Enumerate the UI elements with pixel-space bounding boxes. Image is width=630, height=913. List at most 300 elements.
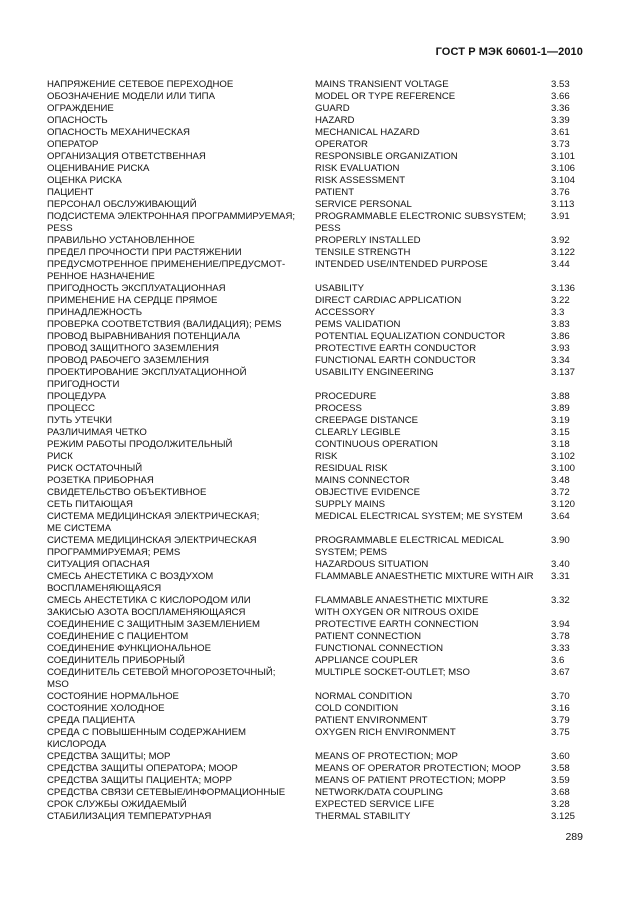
term-english-line: NETWORK/DATA COUPLING (315, 787, 444, 798)
term-russian-line: СИТУАЦИЯ ОПАСНАЯ (47, 559, 150, 570)
term-row (47, 367, 587, 391)
term-reference: 3.58 (551, 763, 570, 774)
term-row (47, 811, 587, 823)
term-row (47, 211, 587, 235)
term-row (47, 319, 587, 331)
term-reference: 3.61 (551, 127, 570, 138)
term-russian (47, 703, 315, 715)
term-row (47, 415, 587, 427)
term-russian (47, 427, 315, 439)
term-reference: 3.125 (551, 811, 576, 822)
term-english-line: CLEARLY LEGIBLE (315, 427, 401, 438)
term-english (315, 391, 551, 403)
term-russian-line: ЗАКИСЬЮ АЗОТА ВОСПЛАМЕНЯЮЩАЯСЯ (47, 607, 246, 618)
term-russian (47, 139, 315, 151)
term-english-line: USABILITY ENGINEERING (315, 367, 434, 378)
term-english-line: EXPECTED SERVICE LIFE (315, 799, 435, 810)
term-russian (47, 655, 315, 667)
term-english-line: PROCEDURE (315, 391, 377, 402)
term-english (315, 403, 551, 415)
term-row (47, 115, 587, 127)
term-russian (47, 439, 315, 451)
term-row (47, 103, 587, 115)
term-english (315, 151, 551, 163)
term-russian (47, 247, 315, 259)
term-russian-line: ПРОВЕРКА СООТВЕТСТВИЯ (ВАЛИДАЦИЯ); PEMS (47, 319, 282, 330)
term-russian (47, 283, 315, 295)
term-english (315, 559, 551, 571)
term-russian (47, 595, 315, 619)
term-row (47, 751, 587, 763)
term-russian (47, 763, 315, 775)
term-row (47, 535, 587, 559)
term-english-line: MEDICAL ELECTRICAL SYSTEM; ME SYSTEM (315, 511, 523, 522)
term-row (47, 259, 587, 283)
term-reference: 3.39 (551, 115, 570, 126)
term-english (315, 319, 551, 331)
term-english (315, 259, 551, 283)
term-russian-line: РЕННОЕ НАЗНАЧЕНИЕ (47, 271, 155, 282)
page-number: 289 (565, 831, 583, 843)
term-english (315, 247, 551, 259)
term-reference: 3.40 (551, 559, 570, 570)
term-russian-line: РЕЖИМ РАБОТЫ ПРОДОЛЖИТЕЛЬНЫЙ (47, 439, 233, 450)
term-russian-line: НАПРЯЖЕНИЕ СЕТЕВОЕ ПЕРЕХОДНОЕ (47, 79, 234, 90)
term-english (315, 763, 551, 775)
term-russian (47, 367, 315, 391)
term-russian-line: СРЕДСТВА ЗАЩИТЫ ОПЕРАТОРА; MOOP (47, 763, 238, 774)
term-russian-line: СРЕДА ПАЦИЕНТА (47, 715, 135, 726)
term-english (315, 787, 551, 799)
document-header: ГОСТ Р МЭК 60601-1—2010 (435, 46, 583, 58)
term-russian-line: ОПАСНОСТЬ (47, 115, 108, 126)
term-english (315, 619, 551, 631)
term-english (315, 235, 551, 247)
term-english (315, 799, 551, 811)
term-russian (47, 79, 315, 91)
term-russian (47, 535, 315, 559)
term-russian (47, 403, 315, 415)
term-russian-line: ПРИМЕНЕНИЕ НА СЕРДЦЕ ПРЯМОЕ (47, 295, 218, 306)
term-russian (47, 691, 315, 703)
term-russian-line: СРЕДА С ПОВЫШЕННЫМ СОДЕРЖАНИЕМ (47, 727, 246, 738)
term-russian-line: ПРОГРАММИРУЕМАЯ; PEMS (47, 547, 181, 558)
term-row (47, 79, 587, 91)
term-english (315, 355, 551, 367)
term-row (47, 499, 587, 511)
term-russian-line: ПРОЦЕДУРА (47, 391, 106, 402)
term-russian-line: РОЗЕТКА ПРИБОРНАЯ (47, 475, 154, 486)
term-row (47, 343, 587, 355)
term-reference: 3.28 (551, 799, 570, 810)
term-english-line: FLAMMABLE ANAESTHETIC MIXTURE (315, 595, 489, 606)
term-russian (47, 307, 315, 319)
term-english-line: OXYGEN RICH ENVIRONMENT (315, 727, 456, 738)
term-reference: 3.33 (551, 643, 570, 654)
term-row (47, 475, 587, 487)
term-english-line: DIRECT CARDIAC APPLICATION (315, 295, 462, 306)
term-row (47, 559, 587, 571)
term-english (315, 775, 551, 787)
term-reference: 3.36 (551, 103, 570, 114)
term-row (47, 775, 587, 787)
term-russian-line: СОЕДИНИТЕЛЬ СЕТЕВОЙ МНОГОРОЗЕТОЧНЫЙ; (47, 667, 276, 678)
term-russian-line: PESS (47, 223, 73, 234)
term-row (47, 139, 587, 151)
term-russian (47, 463, 315, 475)
term-english-line: PEMS VALIDATION (315, 319, 401, 330)
term-reference: 3.3 (551, 307, 565, 318)
term-reference: 3.79 (551, 715, 570, 726)
term-row (47, 295, 587, 307)
term-english (315, 307, 551, 319)
term-row (47, 247, 587, 259)
term-reference: 3.113 (551, 199, 575, 210)
term-english-line: MAINS TRANSIENT VOLTAGE (315, 79, 449, 90)
term-english-line: RISK ASSESSMENT (315, 175, 406, 186)
term-russian-line: СРЕДСТВА ЗАЩИТЫ ПАЦИЕНТА; MOPP (47, 775, 233, 786)
term-row (47, 451, 587, 463)
term-russian-line: РИСК ОСТАТОЧНЫЙ (47, 463, 143, 474)
term-reference: 3.73 (551, 139, 570, 150)
term-row (47, 391, 587, 403)
term-row (47, 187, 587, 199)
term-english-line: OBJECTIVE EVIDENCE (315, 487, 421, 498)
term-row (47, 307, 587, 319)
term-row (47, 691, 587, 703)
term-russian (47, 211, 315, 235)
term-reference: 3.32 (551, 595, 570, 606)
term-english-line: PESS (315, 223, 341, 234)
term-english-line: HAZARD (315, 115, 355, 126)
term-russian-line: СРОК СЛУЖБЫ ОЖИДАЕМЫЙ (47, 799, 187, 810)
term-russian-line: ПЕРСОНАЛ ОБСЛУЖИВАЮЩИЙ (47, 199, 197, 210)
term-russian-line: ME СИСТЕМА (47, 523, 112, 534)
term-english (315, 715, 551, 727)
term-english (315, 439, 551, 451)
term-english-line: POTENTIAL EQUALIZATION CONDUCTOR (315, 331, 506, 342)
term-row (47, 571, 587, 595)
term-english-line: USABILITY (315, 283, 365, 294)
term-reference: 3.66 (551, 91, 570, 102)
term-russian-line: СЕТЬ ПИТАЮЩАЯ (47, 499, 133, 510)
term-row (47, 631, 587, 643)
term-english (315, 115, 551, 127)
term-row (47, 439, 587, 451)
term-english-line: PATIENT ENVIRONMENT (315, 715, 428, 726)
term-russian-line: ПРОЦЕСС (47, 403, 95, 414)
term-russian (47, 643, 315, 655)
term-reference: 3.18 (551, 439, 570, 450)
term-russian-line: СРЕДСТВА СВЯЗИ СЕТЕВЫЕ/ИНФОРМАЦИОННЫЕ (47, 787, 286, 798)
term-russian-line: ПРИГОДНОСТЬ ЭКСПЛУАТАЦИОННАЯ (47, 283, 226, 294)
term-russian (47, 415, 315, 427)
term-reference: 3.53 (551, 79, 570, 90)
term-english-line: FLAMMABLE ANAESTHETIC MIXTURE WITH AIR (315, 571, 534, 582)
term-russian-line: ПАЦИЕНТ (47, 187, 94, 198)
term-reference: 3.102 (551, 451, 576, 462)
term-russian (47, 91, 315, 103)
term-russian-line: ОБОЗНАЧЕНИЕ МОДЕЛИ ИЛИ ТИПА (47, 91, 215, 102)
term-english (315, 571, 551, 595)
term-russian (47, 451, 315, 463)
term-english-line: CREEPAGE DISTANCE (315, 415, 419, 426)
term-russian (47, 355, 315, 367)
term-row (47, 127, 587, 139)
term-english-line: OPERATOR (315, 139, 368, 150)
term-reference: 3.83 (551, 319, 570, 330)
term-english-line: MEANS OF PROTECTION; MOP (315, 751, 458, 762)
term-row (47, 487, 587, 499)
term-english-line: RISK EVALUATION (315, 163, 400, 174)
term-russian-line: СРЕДСТВА ЗАЩИТЫ; MOP (47, 751, 171, 762)
term-english (315, 451, 551, 463)
term-row (47, 235, 587, 247)
term-english-line: MEANS OF OPERATOR PROTECTION; MOOP (315, 763, 521, 774)
term-row (47, 331, 587, 343)
term-russian-line: ОПЕРАТОР (47, 139, 99, 150)
term-english (315, 103, 551, 115)
term-russian-line: СОЕДИНЕНИЕ С ЗАЩИТНЫМ ЗАЗЕМЛЕНИЕМ (47, 619, 260, 630)
term-english (315, 511, 551, 535)
term-english-line: NORMAL CONDITION (315, 691, 413, 702)
term-reference: 3.101 (551, 151, 576, 162)
term-english-line: CONTINUOUS OPERATION (315, 439, 438, 450)
term-russian (47, 775, 315, 787)
term-russian (47, 115, 315, 127)
term-english (315, 331, 551, 343)
term-row (47, 151, 587, 163)
term-reference: 3.136 (551, 283, 576, 294)
term-russian (47, 331, 315, 343)
term-russian-line: СМЕСЬ АНЕСТЕТИКА С КИСЛОРОДОМ ИЛИ (47, 595, 251, 606)
term-row (47, 463, 587, 475)
term-reference: 3.60 (551, 751, 570, 762)
term-reference: 3.6 (551, 655, 565, 666)
term-russian (47, 667, 315, 691)
term-reference: 3.19 (551, 415, 570, 426)
term-row (47, 727, 587, 751)
term-english (315, 79, 551, 91)
term-reference: 3.88 (551, 391, 570, 402)
term-reference: 3.48 (551, 475, 570, 486)
term-english-line: PROGRAMMABLE ELECTRICAL MEDICAL (315, 535, 504, 546)
term-russian-line: СИСТЕМА МЕДИЦИНСКАЯ ЭЛЕКТРИЧЕСКАЯ (47, 535, 257, 546)
term-english (315, 691, 551, 703)
term-english (315, 667, 551, 691)
term-russian (47, 151, 315, 163)
term-reference: 3.94 (551, 619, 570, 630)
term-russian-line: ПОДСИСТЕМА ЭЛЕКТРОННАЯ ПРОГРАММИРУЕМАЯ; (47, 211, 296, 222)
term-reference: 3.89 (551, 403, 570, 414)
term-russian-line: СОЕДИНЕНИЕ С ПАЦИЕНТОМ (47, 631, 189, 642)
term-english (315, 535, 551, 559)
term-russian-line: СВИДЕТЕЛЬСТВО ОБЪЕКТИВНОЕ (47, 487, 207, 498)
term-english-line: PROGRAMMABLE ELECTRONIC SUBSYSTEM; (315, 211, 527, 222)
term-english-line: THERMAL STABILITY (315, 811, 411, 822)
term-reference: 3.76 (551, 187, 570, 198)
term-reference: 3.31 (551, 571, 570, 582)
term-english (315, 211, 551, 235)
term-russian-line: РИСК (47, 451, 73, 462)
term-reference: 3.16 (551, 703, 570, 714)
term-english-line: RESPONSIBLE ORGANIZATION (315, 151, 458, 162)
term-english (315, 415, 551, 427)
term-russian-line: КИСЛОРОДА (47, 739, 107, 750)
term-russian (47, 391, 315, 403)
term-english-line: ACCESSORY (315, 307, 376, 318)
term-russian-line: ПРАВИЛЬНО УСТАНОВЛЕННОЕ (47, 235, 195, 246)
term-english-line: TENSILE STRENGTH (315, 247, 411, 258)
term-russian (47, 511, 315, 535)
term-row (47, 595, 587, 619)
term-russian-line: ПРОВОД ВЫРАВНИВАНИЯ ПОТЕНЦИАЛА (47, 331, 241, 342)
term-english-line: PATIENT CONNECTION (315, 631, 422, 642)
term-english (315, 655, 551, 667)
term-russian-line: ОЦЕНИВАНИЕ РИСКА (47, 163, 150, 174)
term-russian (47, 799, 315, 811)
term-english (315, 595, 551, 619)
term-russian (47, 715, 315, 727)
term-russian-line: ПУТЬ УТЕЧКИ (47, 415, 113, 426)
term-english (315, 139, 551, 151)
term-russian (47, 187, 315, 199)
term-row (47, 715, 587, 727)
term-russian-line: СТАБИЛИЗАЦИЯ ТЕМПЕРАТУРНАЯ (47, 811, 212, 822)
term-english (315, 127, 551, 139)
term-english-line: PROCESS (315, 403, 362, 414)
term-english-line: FUNCTIONAL CONNECTION (315, 643, 444, 654)
term-russian (47, 751, 315, 763)
term-english (315, 91, 551, 103)
term-reference: 3.92 (551, 235, 570, 246)
term-russian-line: СОСТОЯНИЕ ХОЛОДНОЕ (47, 703, 165, 714)
term-russian-line: ПРОВОД ЗАЩИТНОГО ЗАЗЕМЛЕНИЯ (47, 343, 219, 354)
term-english (315, 811, 551, 823)
term-english-line: APPLIANCE COUPLER (315, 655, 418, 666)
term-reference: 3.75 (551, 727, 570, 738)
term-row (47, 511, 587, 535)
term-row (47, 643, 587, 655)
term-english (315, 175, 551, 187)
term-russian-line: ПРОЕКТИРОВАНИЕ ЭКСПЛУАТАЦИОННОЙ (47, 367, 247, 378)
term-english-line: GUARD (315, 103, 350, 114)
term-russian (47, 103, 315, 115)
term-reference: 3.67 (551, 667, 570, 678)
term-english-line: COLD CONDITION (315, 703, 399, 714)
term-english (315, 427, 551, 439)
term-russian-line: ОГРАЖДЕНИЕ (47, 103, 114, 114)
term-russian-line: ПРИНАДЛЕЖНОСТЬ (47, 307, 143, 318)
term-english (315, 643, 551, 655)
term-english (315, 727, 551, 751)
term-reference: 3.70 (551, 691, 570, 702)
term-reference: 3.72 (551, 487, 570, 498)
term-row (47, 175, 587, 187)
term-reference: 3.44 (551, 259, 570, 270)
term-russian-line: ПРЕДЕЛ ПРОЧНОСТИ ПРИ РАСТЯЖЕНИИ (47, 247, 242, 258)
term-english (315, 751, 551, 763)
term-english (315, 703, 551, 715)
term-row (47, 163, 587, 175)
term-reference: 3.64 (551, 511, 570, 522)
term-english (315, 631, 551, 643)
term-english (315, 163, 551, 175)
term-reference: 3.100 (551, 463, 576, 474)
term-russian-line: СМЕСЬ АНЕСТЕТИКА С ВОЗДУХОМ (47, 571, 214, 582)
term-reference: 3.137 (551, 367, 576, 378)
term-row (47, 403, 587, 415)
term-english (315, 499, 551, 511)
term-row (47, 619, 587, 631)
term-reference: 3.68 (551, 787, 570, 798)
term-english-line: INTENDED USE/INTENDED PURPOSE (315, 259, 488, 270)
term-reference: 3.34 (551, 355, 570, 366)
term-reference: 3.15 (551, 427, 570, 438)
term-english-line: MODEL OR TYPE REFERENCE (315, 91, 456, 102)
term-english-line: MAINS CONNECTOR (315, 475, 410, 486)
term-english (315, 187, 551, 199)
term-russian (47, 163, 315, 175)
term-reference: 3.93 (551, 343, 570, 354)
term-russian (47, 727, 315, 751)
term-english-line: PATIENT (315, 187, 355, 198)
term-russian-line: ОЦЕНКА РИСКА (47, 175, 122, 186)
term-russian (47, 571, 315, 595)
term-reference: 3.104 (551, 175, 576, 186)
term-english-line: SYSTEM; PEMS (315, 547, 387, 558)
term-english (315, 367, 551, 391)
term-english (315, 283, 551, 295)
term-reference: 3.122 (551, 247, 576, 258)
term-russian-line: СОЕДИНИТЕЛЬ ПРИБОРНЫЙ (47, 655, 185, 666)
term-russian-line: ОПАСНОСТЬ МЕХАНИЧЕСКАЯ (47, 127, 190, 138)
term-english (315, 199, 551, 211)
term-reference: 3.78 (551, 631, 570, 642)
term-reference: 3.59 (551, 775, 570, 786)
term-english-line: MULTIPLE SOCKET-OUTLET; MSO (315, 667, 470, 678)
term-russian (47, 631, 315, 643)
term-english-line: PROTECTIVE EARTH CONDUCTOR (315, 343, 477, 354)
term-row (47, 763, 587, 775)
term-row (47, 91, 587, 103)
term-reference: 3.86 (551, 331, 570, 342)
term-english-line: HAZARDOUS SITUATION (315, 559, 429, 570)
term-english (315, 295, 551, 307)
term-english-line: FUNCTIONAL EARTH CONDUCTOR (315, 355, 476, 366)
term-russian-line: СИСТЕМА МЕДИЦИНСКАЯ ЭЛЕКТРИЧЕСКАЯ; (47, 511, 260, 522)
term-russian (47, 811, 315, 823)
term-english-line: PROTECTIVE EARTH CONNECTION (315, 619, 479, 630)
term-russian (47, 175, 315, 187)
term-russian (47, 235, 315, 247)
term-english (315, 475, 551, 487)
term-index (47, 79, 587, 823)
term-russian (47, 259, 315, 283)
term-russian-line: РАЗЛИЧИМАЯ ЧЕТКО (47, 427, 147, 438)
term-russian-line: ОРГАНИЗАЦИЯ ОТВЕТСТВЕННАЯ (47, 151, 206, 162)
term-reference: 3.120 (551, 499, 576, 510)
term-row (47, 799, 587, 811)
term-english-line: WITH OXYGEN OR NITROUS OXIDE (315, 607, 479, 618)
term-russian (47, 499, 315, 511)
term-english-line: RISK (315, 451, 338, 462)
term-russian (47, 319, 315, 331)
term-russian-line: MSO (47, 679, 69, 690)
term-russian-line: СОСТОЯНИЕ НОРМАЛЬНОЕ (47, 691, 179, 702)
term-reference: 3.106 (551, 163, 576, 174)
term-russian (47, 487, 315, 499)
